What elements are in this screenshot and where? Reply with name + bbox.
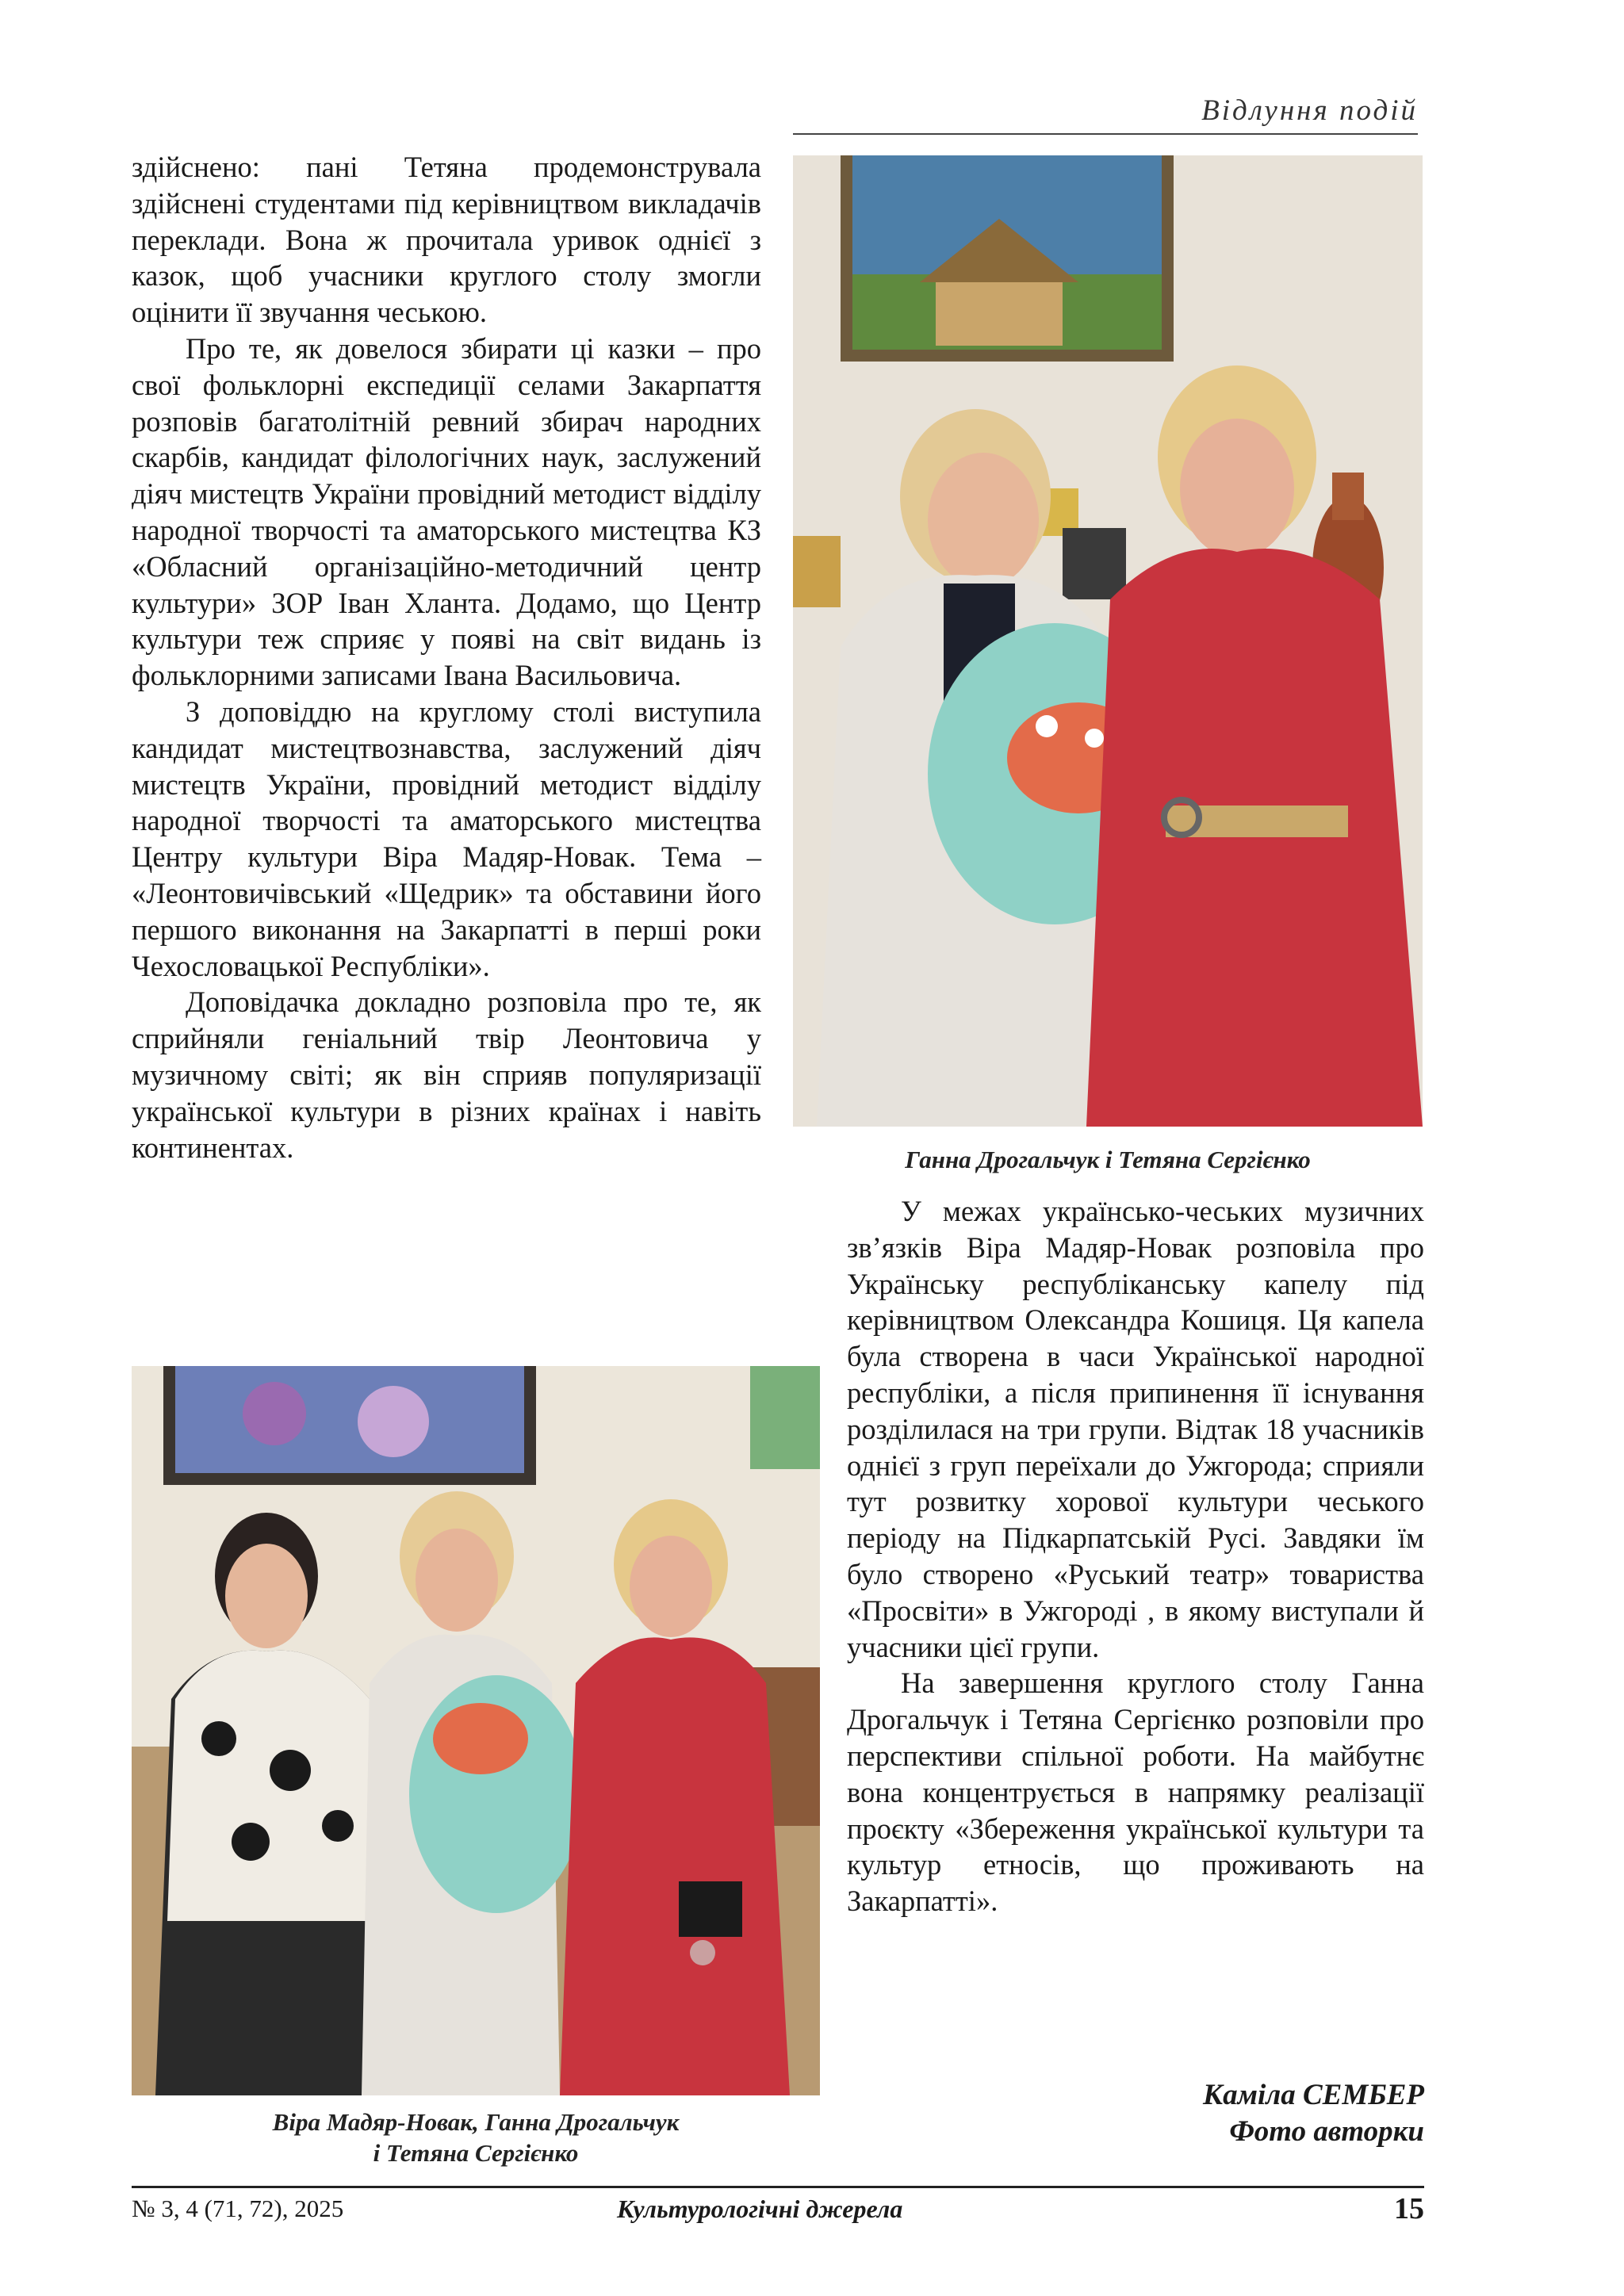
- footer-divider: [132, 2186, 1424, 2188]
- author-name: Каміла СЕМБЕР: [1203, 2079, 1424, 2111]
- issue-number: № 3, 4 (71, 72), 2025: [132, 2195, 344, 2222]
- photo-three-women: [132, 1366, 820, 2095]
- paragraph: здійснено: пані Тетяна продемонструвала здійснені студентами під керівництвом викладачів переклади. Вона ж прочитала уривок однієї з казок, щоб учасники круглого столу змогли оцінити її звучання чеською.: [132, 151, 761, 329]
- photo-two-women: [793, 155, 1423, 1127]
- section-divider: [793, 133, 1418, 135]
- photo2-caption-line1: Віра Мадяр-Новак, Ганна Дрогальчук: [272, 2108, 680, 2136]
- page-number: 15: [1394, 2192, 1424, 2225]
- paragraph: На завершення круглого столу Ганна Дрогальчук і Тетяна Сергієнко розповіли про перспективи спільної роботи. На майбутнє вона концентрується в напрямку реалізації проєкту «Збереження української культури та культур етносів, що проживають на Закарпатті».: [847, 1667, 1424, 1918]
- signature-block: [1203, 2077, 1424, 2150]
- right-text-column: [847, 1193, 1424, 1919]
- photo2-caption-line2: і Тетяна Сергієнко: [373, 2139, 579, 2167]
- paragraph: Доповідачка докладно розповіла про те, як сприйняли геніальний твір Леонтовича у музичному світі; як він сприяв популяризації української культури в різних країнах і навіть континентах.: [132, 985, 761, 1164]
- left-text-column: [132, 149, 761, 1165]
- photo2-caption: [132, 2107, 820, 2168]
- paragraph: З доповіддю на круглому столі виступила кандидат мистецтвознавства, заслужений діяч мистецтв України, провідний методист відділу народної творчості та аматорського мистецтва Центру культури Віра Мадяр-Новак. Тема – «Леонтовичівський «Щедрик» та обставини його першого виконання на Закарпатті в перші роки Чехословацької Республіки».: [132, 695, 761, 982]
- photo1-caption: Ганна Дрогальчук і Тетяна Сергієнко: [905, 1146, 1311, 1173]
- photo-credit: Фото авторки: [1229, 2115, 1424, 2148]
- paragraph: Про те, як довелося збирати ці казки – про свої фольклорні експедиції селами Закарпаття розповів багатолітній ревний збирач народних скарбів, кандидат філологічних наук, заслужений діяч мистецтв України провідний методист відділу народної творчості та аматорського мистецтва КЗ «Обласний організаційно-методичний центр культури» ЗОР Іван Хланта. Додамо, що Центр культури теж сприяє у появі на світ видань із фольклорними записами Івана Васильовича.: [132, 331, 761, 692]
- section-title: Відлуння подій: [1201, 94, 1418, 127]
- paragraph: У межах українсько-чеських музичних зв’язків Віра Мадяр-Новак розповіла про Українську республіканську капелу під керівництвом Олександра Кошиця. Ця капела була створена в часи Української народної республіки, а після припинення її існування розділилася на три групи. Відтак 18 учасників однієї з груп переїхали до Ужгорода; сприяли тут розвитку хорової культури чеського періоду на Підкарпатській Русі. Завдяки їм було створено «Руський театр» товариства «Просвіти» в Ужгороді , в якому виступали й учасники цієї групи.: [847, 1195, 1424, 1663]
- journal-title: Культурологічні джерела: [617, 2195, 903, 2223]
